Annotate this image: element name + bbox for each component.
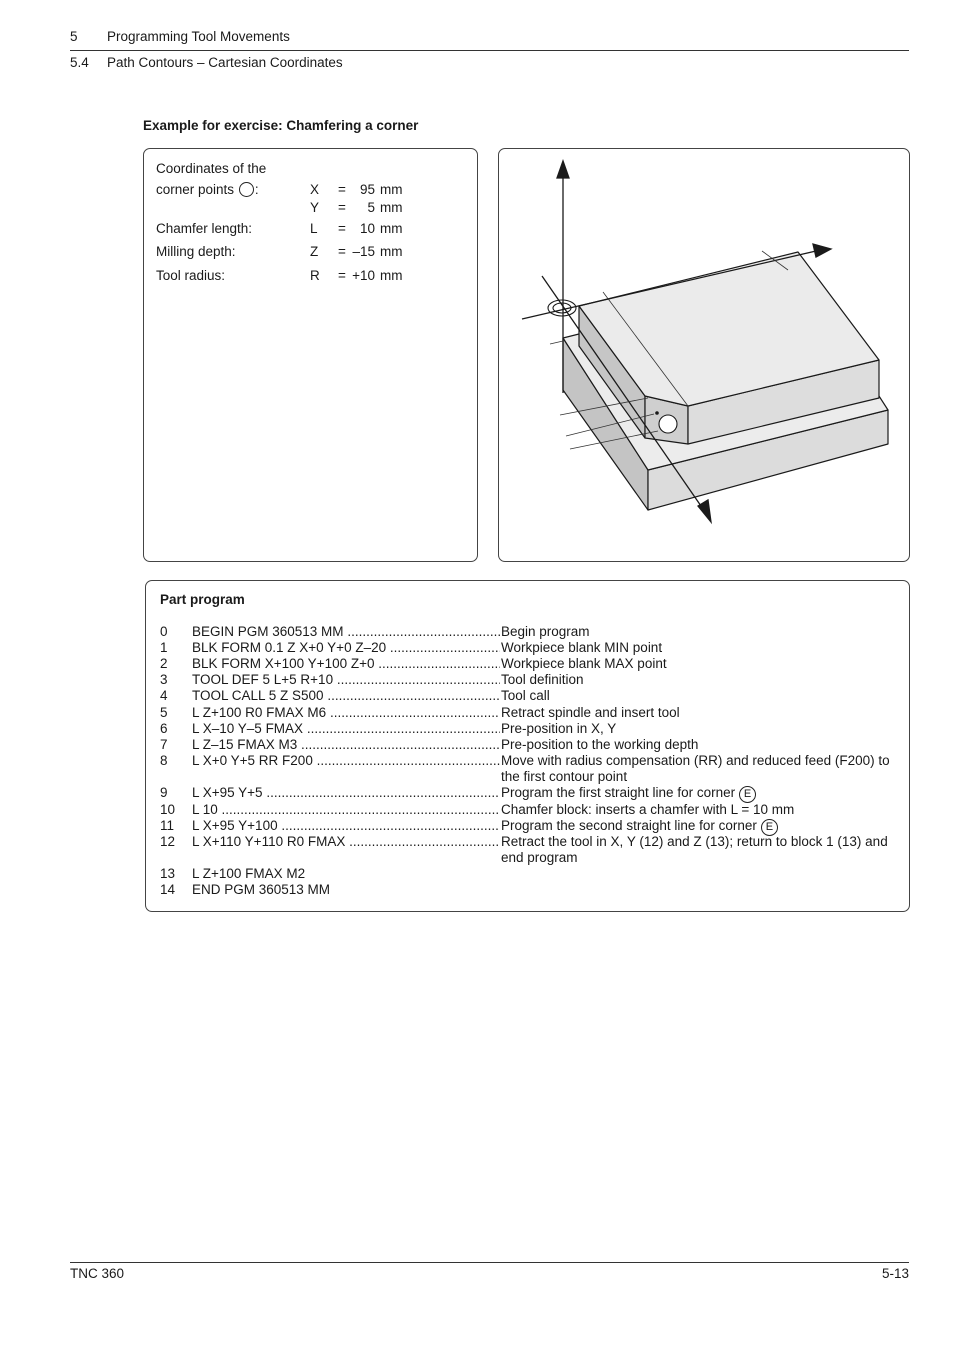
corner-points-label: corner points	[156, 182, 235, 197]
program-row	[146, 753, 911, 784]
coord-row-y	[144, 200, 474, 216]
program-row	[146, 882, 911, 898]
nc-command	[192, 640, 500, 656]
coord-eq: =	[338, 244, 346, 259]
program-comment: Retract the tool in X, Y (12) and Z (13); return to block 1 (13) and end program	[501, 834, 888, 865]
program-row	[146, 640, 911, 656]
nc-command-text: L X–10 Y–5 FMAX	[192, 721, 304, 736]
program-row	[146, 672, 911, 688]
z-axis-arrowhead-icon	[557, 161, 569, 178]
coord-var: Y	[310, 200, 320, 215]
nc-command	[192, 688, 500, 704]
nc-command-text: L X+110 Y+110 R0 FMAX	[192, 834, 346, 849]
footer-manual-name: TNC 360	[70, 1266, 125, 1281]
nc-command-text: BEGIN PGM 360513 MM	[192, 624, 344, 639]
block-number: 14	[160, 882, 176, 897]
coordinates-intro-line1: Coordinates of the	[156, 161, 267, 176]
nc-command-text: L Z–15 FMAX M3	[192, 737, 298, 752]
coord-label: Chamfer length:	[156, 221, 253, 236]
coord-row-chamfer-length	[144, 221, 474, 237]
corner-e-badge: E	[739, 786, 756, 803]
program-row	[146, 818, 911, 834]
nc-command-text: L Z+100 R0 FMAX M6	[192, 705, 327, 720]
nc-command-text: END PGM 360513 MM	[192, 882, 331, 897]
block-number: 6	[160, 721, 168, 736]
block-number: 2	[160, 656, 168, 671]
nc-command	[192, 656, 500, 672]
nc-command	[192, 672, 500, 688]
program-comment-text: Program the first straight line for corner	[501, 785, 736, 800]
program-comment: Pre-position to the working depth	[501, 737, 699, 752]
coord-var: R	[310, 268, 320, 283]
x-axis-arrowhead-icon	[813, 244, 831, 257]
coord-row-x	[144, 182, 474, 198]
workpiece-illustration	[498, 148, 910, 562]
corner-e-badge: E	[761, 819, 778, 836]
nc-command-text: TOOL CALL 5 Z S500	[192, 688, 324, 703]
nc-command	[192, 705, 500, 721]
nc-command	[192, 818, 500, 834]
coord-unit: mm	[380, 244, 403, 259]
program-row	[146, 624, 911, 640]
chapter-number: 5	[70, 29, 78, 44]
coord-eq: =	[338, 182, 346, 197]
program-row	[146, 802, 911, 818]
block-number: 9	[160, 785, 168, 800]
program-comment: Begin program	[501, 624, 590, 639]
program-row	[146, 656, 911, 672]
y-axis-arrowhead-icon	[698, 500, 711, 522]
program-row	[146, 705, 911, 721]
block-number: 12	[160, 834, 176, 849]
nc-command-text: TOOL DEF 5 L+5 R+10	[192, 672, 334, 687]
nc-command-text: L 10	[192, 802, 218, 817]
corner-e-marker-icon	[659, 415, 677, 433]
nc-command	[192, 802, 500, 818]
coord-value: –15	[352, 244, 375, 259]
nc-command-text: L X+0 Y+5 RR F200	[192, 753, 313, 768]
program-comment: Tool definition	[501, 672, 584, 687]
block-number: 0	[160, 624, 168, 639]
coord-eq: =	[338, 268, 346, 283]
program-row	[146, 785, 911, 801]
nc-command-text: L X+95 Y+5	[192, 785, 263, 800]
coord-label: Tool radius:	[156, 268, 226, 283]
block-number: 11	[160, 818, 175, 833]
coord-unit: mm	[380, 221, 403, 236]
coord-eq: =	[338, 200, 346, 215]
coord-var: X	[310, 182, 320, 197]
block-number: 3	[160, 672, 168, 687]
coordinates-box	[143, 148, 478, 562]
chapter-title: Programming Tool Movements	[107, 29, 290, 44]
coord-unit: mm	[380, 182, 403, 197]
program-comment-text: Program the second straight line for corner	[501, 818, 757, 833]
program-row	[146, 866, 911, 882]
coord-row-milling-depth	[144, 244, 474, 260]
coord-label: Milling depth:	[156, 244, 236, 259]
section-number: 5.4	[70, 55, 89, 70]
nc-command	[192, 834, 500, 850]
nc-command	[192, 785, 500, 801]
example-title: Example for exercise: Chamfering a corner	[143, 118, 419, 133]
block-number: 5	[160, 705, 168, 720]
program-row	[146, 737, 911, 753]
nc-command	[192, 737, 500, 753]
header-rule	[70, 50, 909, 51]
workpiece-drawing-box	[498, 148, 910, 562]
part-program-box	[145, 580, 910, 912]
program-comment: Chamfer block: inserts a chamfer with L = 10 mm	[501, 802, 795, 817]
program-comment: Workpiece blank MAX point	[501, 656, 667, 671]
program-row	[146, 688, 911, 704]
program-row	[146, 834, 911, 865]
nc-command	[192, 866, 500, 882]
footer-rule	[70, 1262, 909, 1263]
program-row	[146, 721, 911, 737]
nc-command	[192, 624, 500, 640]
program-comment: Workpiece blank MIN point	[501, 640, 663, 655]
nc-command-text: L Z+100 FMAX M2	[192, 866, 306, 881]
block-number: 13	[160, 866, 176, 881]
coord-value: 10	[359, 221, 375, 236]
nc-command-text: BLK FORM X+100 Y+100 Z+0	[192, 656, 375, 671]
coord-unit: mm	[380, 200, 403, 215]
program-comment: Tool call	[501, 688, 550, 703]
nc-command-text: L X+95 Y+100	[192, 818, 278, 833]
coordinates-intro-line2: corner points :	[156, 182, 259, 197]
block-number: 10	[160, 802, 176, 817]
block-number: 4	[160, 688, 168, 703]
program-comment: Move with radius compensation (RR) and reduced feed (F200) to the first contour point	[501, 753, 890, 784]
block-number: 8	[160, 753, 168, 768]
page-number: 5-13	[881, 1266, 909, 1281]
nc-command	[192, 882, 500, 898]
coord-unit: mm	[380, 268, 403, 283]
coord-value: 95	[359, 182, 375, 197]
coord-value: 5	[367, 200, 375, 215]
coord-var: Z	[310, 244, 319, 259]
block-number: 7	[160, 737, 168, 752]
program-comment	[501, 785, 906, 803]
part-program-title: Part program	[160, 592, 245, 607]
chamfer-point-icon	[655, 411, 659, 415]
coord-row-tool-radius	[144, 268, 474, 284]
nc-command	[192, 753, 500, 769]
coord-var: L	[310, 221, 318, 236]
coord-eq: =	[338, 221, 346, 236]
block-number: 1	[160, 640, 168, 655]
program-comment: Retract spindle and insert tool	[501, 705, 680, 720]
section-title: Path Contours – Cartesian Coordinates	[107, 55, 343, 70]
nc-command-text: BLK FORM 0.1 Z X+0 Y+0 Z–20	[192, 640, 387, 655]
nc-command	[192, 721, 500, 737]
program-comment: Pre-position in X, Y	[501, 721, 617, 736]
coord-value: +10	[352, 268, 375, 283]
